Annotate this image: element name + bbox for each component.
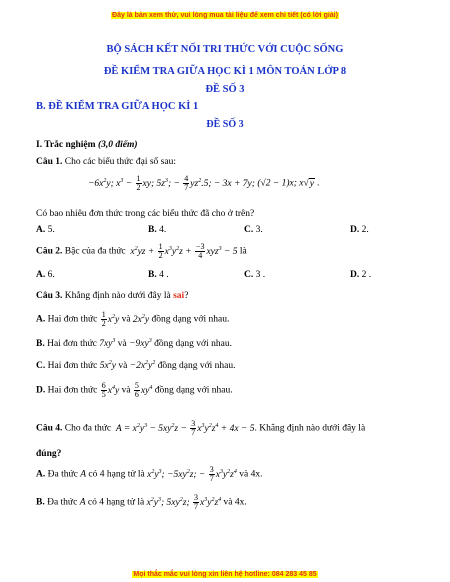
bottom-banner-wrap xyxy=(0,563,450,581)
q1-expressions: $-6x^2y$; $x^3$ − $\frac{1}{2}$ xy; $5z^3$; − $\frac{4}{7}$ $yz^2.5$; − 3x + 7y; (√2 − 1)x; x√y . xyxy=(88,174,320,192)
q3-option-c[interactable]: C. Hai đơn thức $5x^2y$ và $-2x^2y^2$ đồng dạng với nhau. xyxy=(36,360,236,371)
q3-stem: Câu 3. Khẳng định nào dưới đây là sai? xyxy=(36,291,189,301)
section-b-title: B. ĐỀ KIỂM TRA GIỮA HỌC KÌ 1 xyxy=(36,101,199,112)
top-banner-wrap xyxy=(0,4,450,22)
q3-option-a[interactable]: A. Hai đơn thức $\frac{1}{2}$ $x^2y$ và $2x^2y$ đồng dạng với nhau. xyxy=(36,310,230,328)
q3-option-d[interactable]: D. Hai đơn thức $\frac{6}{5}$ $x^4y$ và $\frac{5}{6}$ $xy^4$ đồng dạng với nhau. xyxy=(36,381,233,399)
q1-stem xyxy=(36,156,176,168)
q1-option-a[interactable]: A. 5. xyxy=(36,225,55,235)
top-banner: Đây là bản xem thử, vui lòng mua tài liệu để xem chi tiết (có lời giải) xyxy=(112,12,338,19)
q3-option-b[interactable]: B. Hai đơn thức $7xy^3$ và $-9xy^3$ đồng dạng với nhau. xyxy=(36,338,232,349)
q4-option-a[interactable]: A. Đa thức A có 4 hạng tử là $x^2y^3$; $-5xy^2z$; − $\frac{3}{7}$ $x^3y^2z^4$ và 4x. xyxy=(36,465,263,483)
q2-option-a[interactable]: A. 6. xyxy=(36,270,55,280)
q4-option-b[interactable]: B. Đa thức A có 4 hạng tử là $x^2y^3$; $5xy^2z$; $\frac{3}{7}$ $x^3y^2z^4$ và 4x. xyxy=(36,493,247,511)
q1-question: Có bao nhiêu đơn thức trong các biểu thức đã cho ở trên? xyxy=(36,209,255,219)
q1-option-d[interactable]: D. 2. xyxy=(350,225,369,235)
q1-label: Câu 1. xyxy=(36,157,63,167)
q2-option-c[interactable]: C. 3 . xyxy=(244,270,266,280)
q1-option-c[interactable]: C. 3. xyxy=(244,225,263,235)
q2-option-b[interactable]: B. 4 . xyxy=(148,270,169,280)
part1-title: I. Trắc nghiệm xyxy=(36,140,96,150)
q1-option-b[interactable]: B. 4. xyxy=(148,225,167,235)
q2-stem: Câu 2. Bậc của đa thức $x^2yz$ + $\frac{1}{2}$ $x^3y^2z$ + $\frac{-3}{4}$ xyz$^3$ − 5 là xyxy=(36,242,247,260)
part1-points: (3,0 điểm) xyxy=(97,140,138,150)
header-line-3: ĐỀ SỐ 3 xyxy=(205,84,245,95)
header-line-1: BỘ SÁCH KẾT NỐI TRI THỨC VỚI CUỘC SỐNG xyxy=(106,44,344,55)
de-so-label: ĐỀ SỐ 3 xyxy=(206,119,244,130)
q2-option-d[interactable]: D. 2 . xyxy=(350,270,372,280)
part1-heading xyxy=(36,139,138,151)
bottom-banner: Mọi thắc mắc vui lòng xin liên hệ hotline: 084 283 45 85 xyxy=(133,571,317,578)
q1-text: Cho các biểu thức đại số sau: xyxy=(64,157,176,167)
header-line-2: ĐỀ KIỂM TRA GIỮA HỌC KÌ 1 MÔN TOÁN LỚP 8 xyxy=(103,66,347,77)
q4-stem-end: đúng? xyxy=(36,449,62,459)
q4-stem: Câu 4. Cho đa thức $A = x^2y^3 - 5xy^2z$ − $\frac{3}{7}$ $x^3y^2z^4 + 4x - 5$. Khẳng định nào dưới đây là xyxy=(36,419,366,437)
